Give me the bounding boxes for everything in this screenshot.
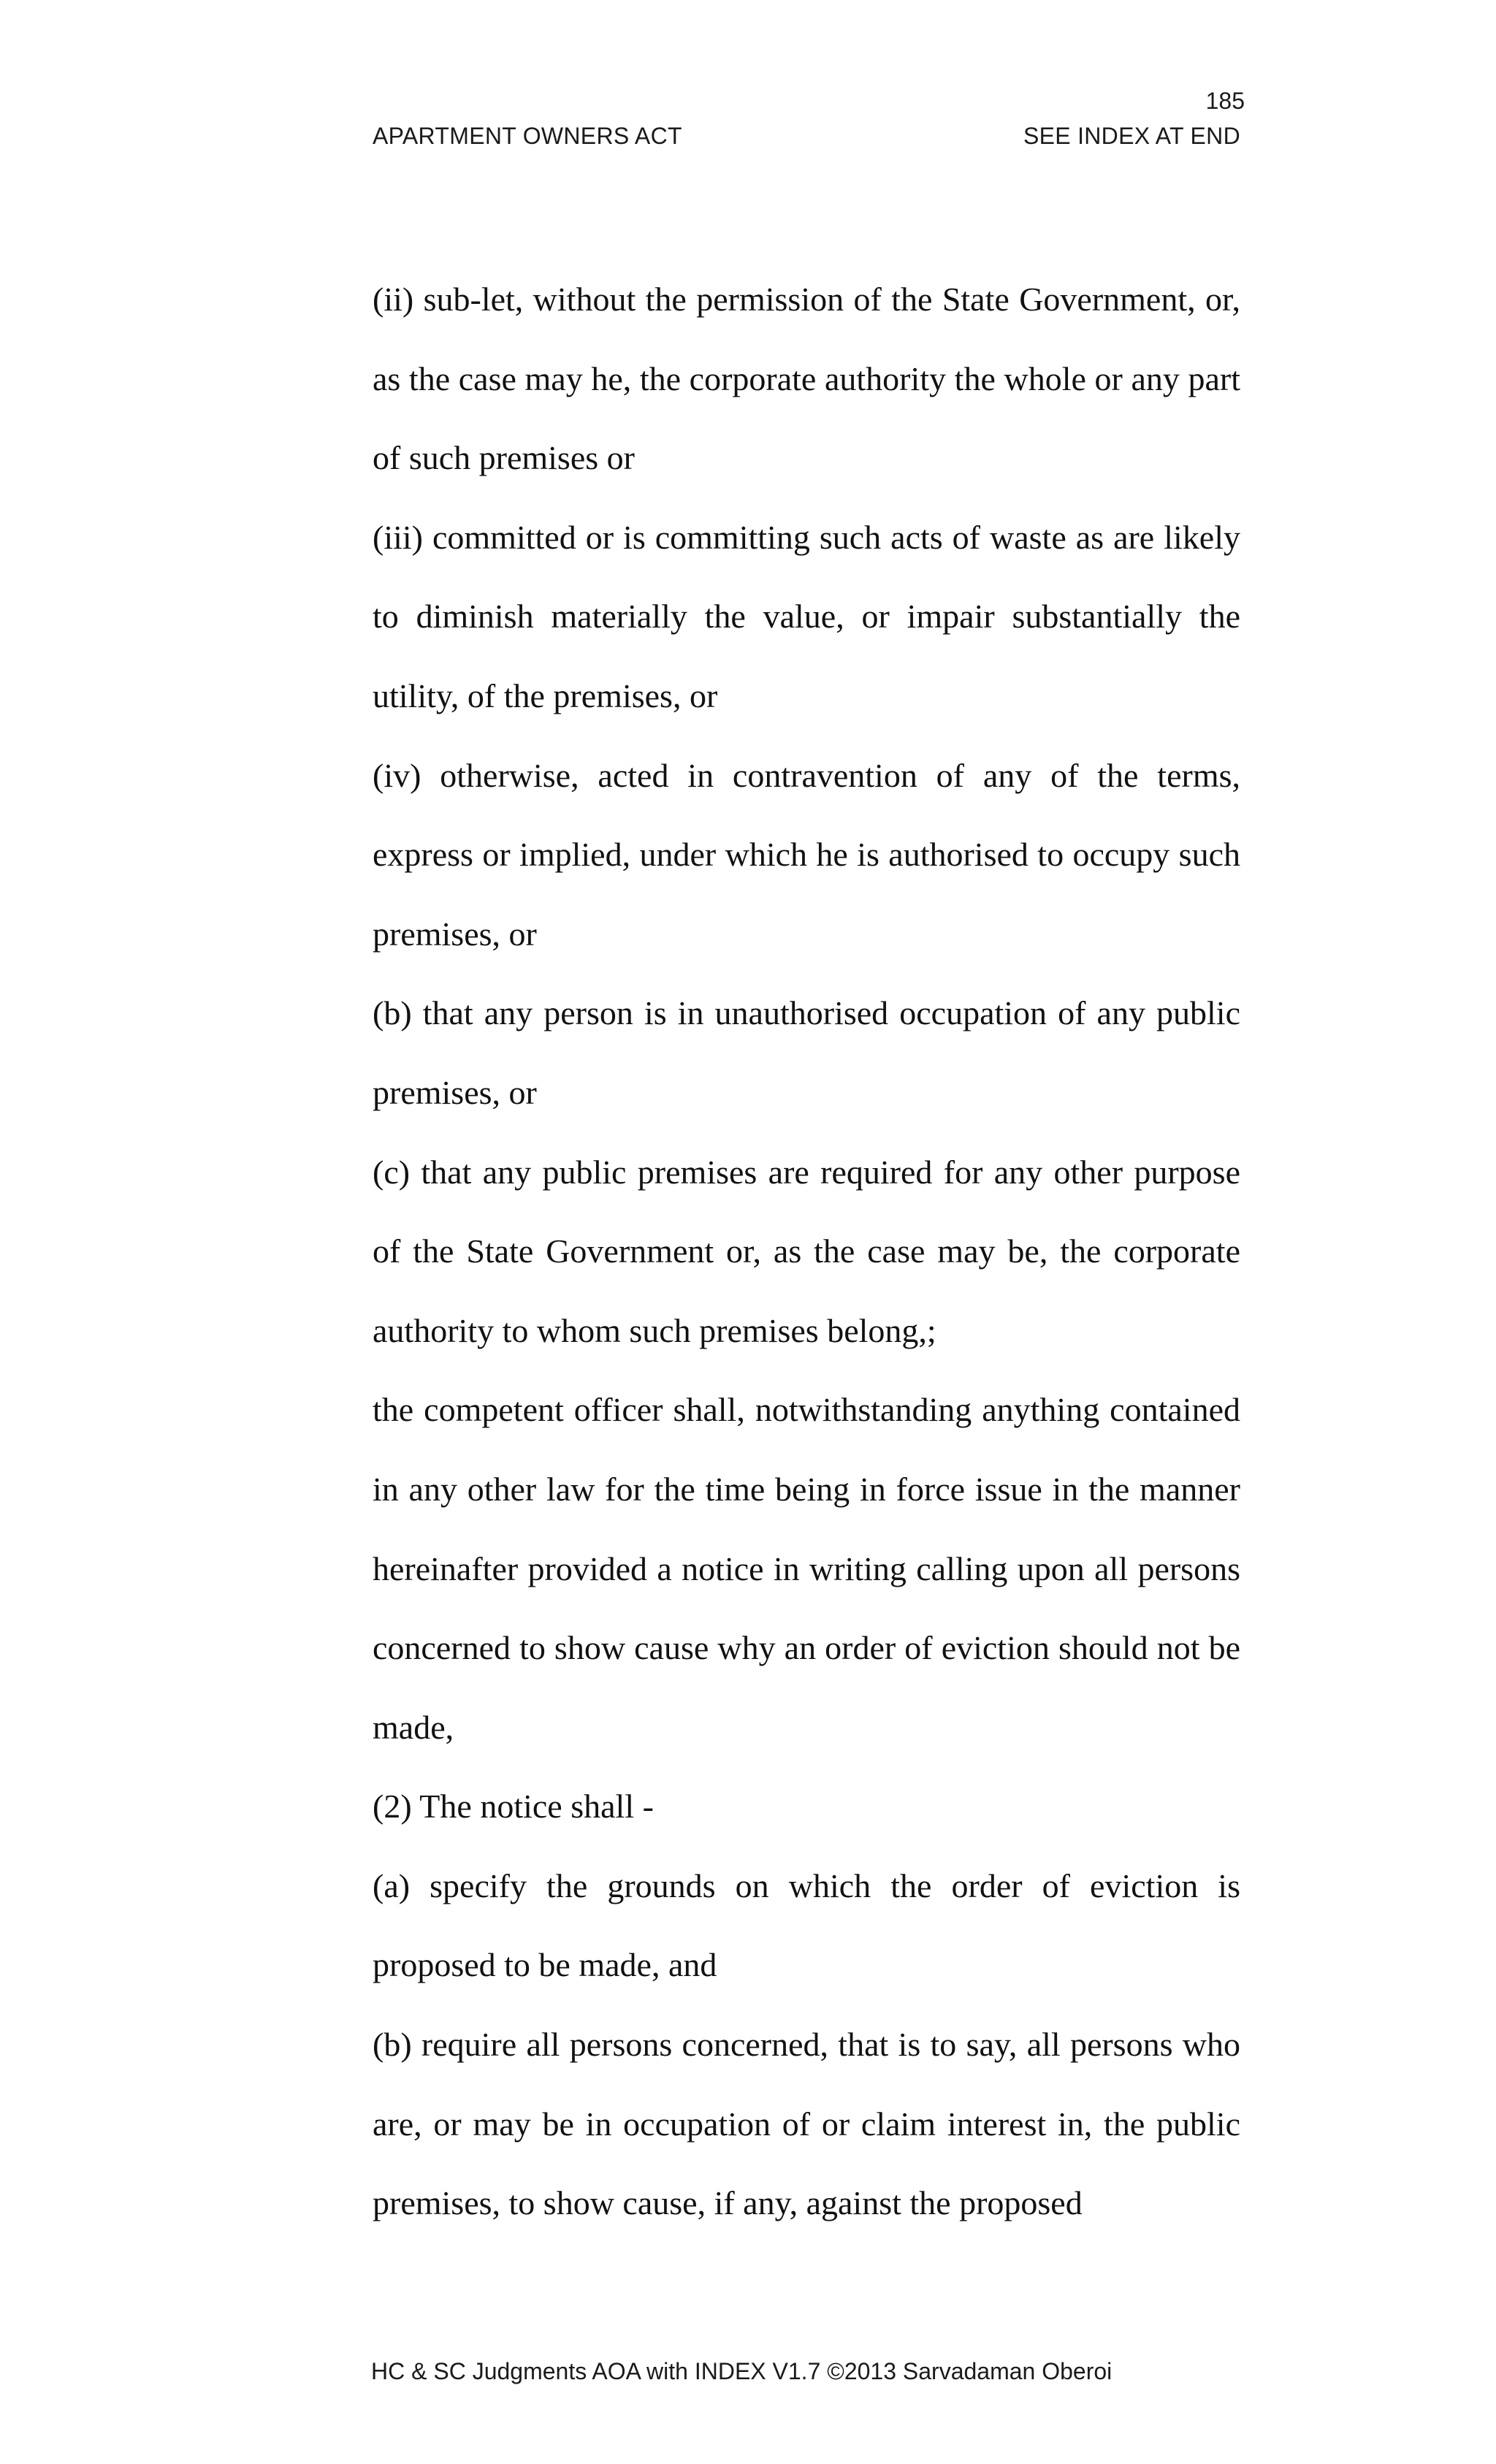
paragraph-clause-iii: (iii) committed or is committing such acts of waste as are likely to diminish materially the value, or impair substantially the utility, of the premises, or [373,518,1240,714]
paragraph-competent-officer: the competent officer shall, notwithstanding anything contained in any other law for the time being in force issue in the manner hereinafter provided a notice in writing calling upon all persons concerned to show cause why an order of eviction should not be made, [373,1391,1240,1746]
paragraph-clause-c: (c) that any public premises are required for any other purpose of the State Government or, as the case may be, the corporate authority to whom such premises belong,; [373,1153,1240,1349]
body-text [373,260,1240,2243]
paragraph-clause-ii: (ii) sub-let, without the permission of the State Government, or, as the case may he, the corporate authority the whole or any part of such premises or [373,281,1240,477]
paragraph-clause-iv: (iv) otherwise, acted in contravention of any of the terms, express or implied, under which he is authorised to occupy such premises, or [373,756,1240,953]
paragraph-subsection-2: (2) The notice shall - [373,1788,654,1826]
paragraph-clause-2a: (a) specify the grounds on which the order of eviction is proposed to be made, and [373,1866,1240,1984]
paragraph-clause-b: (b) that any person is in unauthorised occupation of any public premises, or [373,994,1240,1111]
footer-copyright: HC & SC Judgments AOA with INDEX V1.7 ©2013 Sarvadaman Oberoi [371,2358,1113,2384]
running-header-index-note: SEE INDEX AT END [1023,123,1240,149]
paragraph-clause-2b: (b) require all persons concerned, that is to say, all persons who are, or may be in occupation of or claim interest in, the public premises, to show cause, if any, against the proposed [373,2026,1240,2222]
page-number: 185 [1205,88,1245,114]
running-header-title: APARTMENT OWNERS ACT [373,123,682,149]
